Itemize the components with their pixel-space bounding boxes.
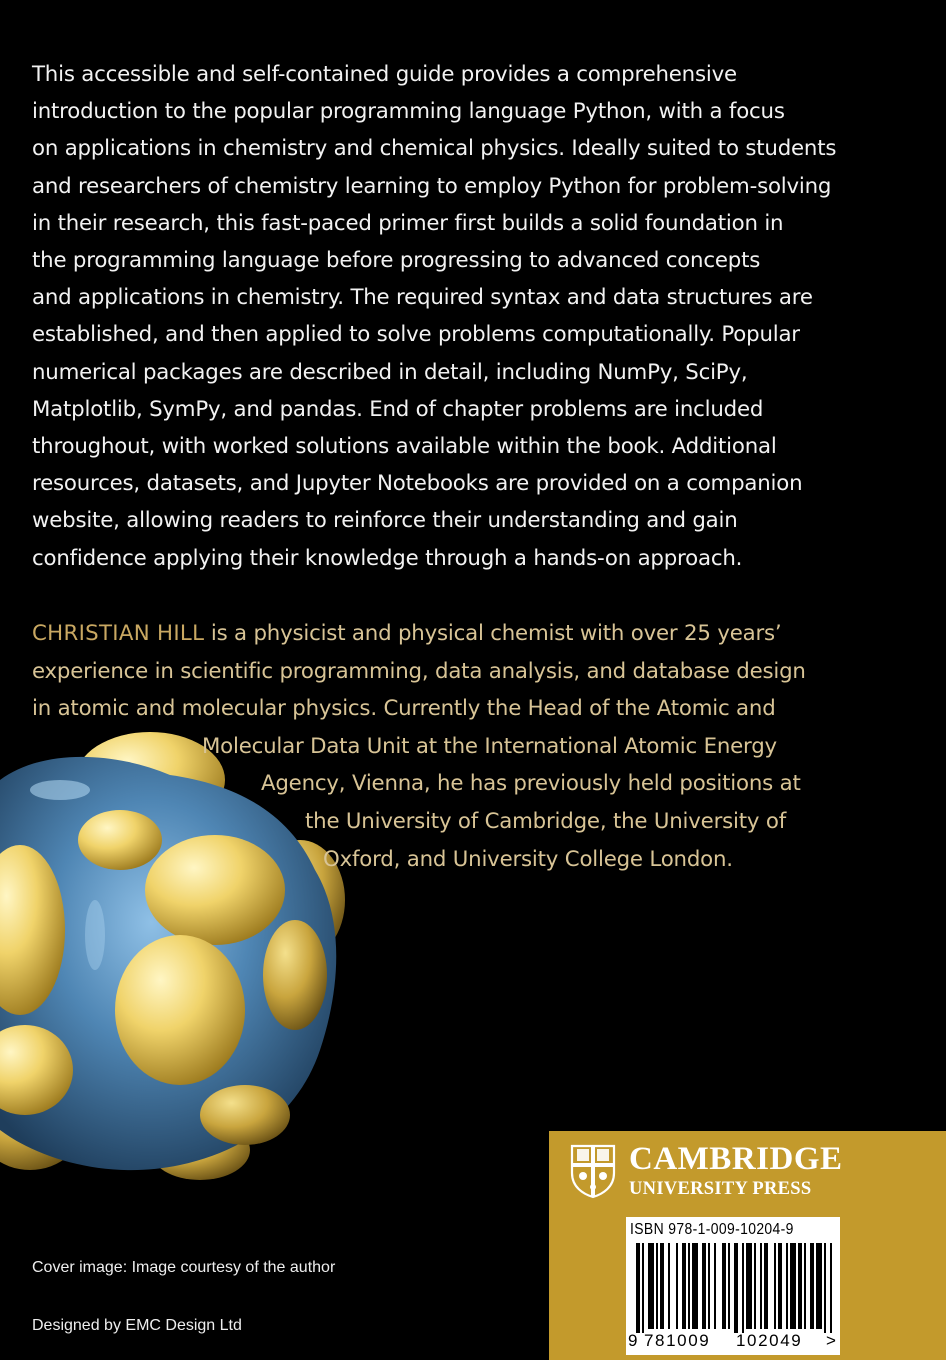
barcode-bar (714, 1243, 716, 1329)
description-line: resources, datasets, and Jupyter Notebooks are provided on a companion (32, 471, 803, 497)
barcode-bars (636, 1243, 836, 1333)
barcode-bar (824, 1243, 826, 1333)
barcode-bar (810, 1243, 814, 1329)
description-line: and researchers of chemistry learning to employ Python for problem-solving (32, 173, 832, 199)
author-bio-line (32, 615, 912, 653)
description-line: website, allowing readers to reinforce their understanding and gain (32, 508, 738, 534)
barcode-lead-digit: 9 (628, 1331, 638, 1350)
author-bio-line: the University of Cambridge, the University of (305, 808, 787, 834)
barcode-bar (790, 1243, 796, 1329)
barcode-digit-group-2: 102049 (736, 1331, 803, 1350)
barcode-bar (774, 1243, 776, 1329)
barcode-bar (734, 1243, 738, 1333)
description-line: established, and then applied to solve problems computationally. Popular (32, 322, 800, 348)
description-line: numerical packages are described in detail, including NumPy, SciPy, (32, 359, 748, 385)
barcode-bar (786, 1243, 788, 1329)
barcode-digit-group-1: 781009 (644, 1331, 711, 1350)
barcode-bar (742, 1243, 744, 1333)
barcode-bar (682, 1243, 686, 1329)
description-line: throughout, with worked solutions available within the book. Additional (32, 434, 777, 460)
barcode-end-mark: > (826, 1331, 836, 1350)
barcode-bar (778, 1243, 782, 1329)
description-text (32, 56, 922, 577)
publisher-panel (549, 1131, 946, 1360)
cover-image-credit: Cover image: Image courtesy of the author (32, 1259, 336, 1276)
barcode-bar (754, 1243, 756, 1329)
barcode-bar (660, 1243, 664, 1329)
description-line: in their research, this fast-paced primer first builds a solid foundation in (32, 210, 784, 236)
barcode-bar (642, 1243, 644, 1333)
barcode-bar (764, 1243, 768, 1329)
barcode-bar (746, 1243, 752, 1329)
barcode-bar (692, 1243, 698, 1329)
publisher-name: CAMBRIDGE (629, 1141, 843, 1177)
barcode-bar (648, 1243, 654, 1329)
publisher-subtitle: UNIVERSITY PRESS (629, 1179, 812, 1199)
barcode-bar (636, 1243, 640, 1333)
cambridge-shield-icon (569, 1143, 617, 1199)
designer-credit: Designed by EMC Design Ltd (32, 1317, 242, 1334)
author-bio-line: in atomic and molecular physics. Currently the Head of the Atomic and (32, 696, 776, 722)
barcode-bar (676, 1243, 678, 1329)
author-bio-first-line: is a physicist and physical chemist with over 25 years’ (204, 621, 782, 646)
barcode-bar (722, 1243, 726, 1329)
description-line: the programming language before progressing to advanced concepts (32, 248, 761, 274)
description-line: introduction to the popular programming language Python, with a focus (32, 99, 785, 125)
barcode-bar (656, 1243, 658, 1329)
barcode-bar (830, 1243, 832, 1333)
description-line: and applications in chemistry. The required syntax and data structures are (32, 285, 813, 311)
barcode-bar (728, 1243, 730, 1329)
barcode (626, 1217, 840, 1355)
author-bio (32, 615, 912, 878)
barcode-bar (688, 1243, 690, 1329)
barcode-bar (668, 1243, 670, 1329)
barcode-bar (804, 1243, 806, 1329)
barcode-bar (798, 1243, 802, 1329)
barcode-bar (708, 1243, 710, 1329)
description-line: Matplotlib, SymPy, and pandas. End of chapter problems are included (32, 396, 764, 422)
author-bio-line: Molecular Data Unit at the International Atomic Energy (202, 733, 777, 759)
description-line: on applications in chemistry and chemical physics. Ideally suited to students (32, 136, 837, 162)
barcode-bar (760, 1243, 762, 1329)
description-line: confidence applying their knowledge through a hands-on approach. (32, 545, 743, 571)
barcode-bar (702, 1243, 706, 1329)
isbn-label: ISBN 978-1-009-10204-9 (630, 1221, 794, 1238)
author-bio-line: experience in scientific programming, data analysis, and database design (32, 658, 806, 684)
author-name: CHRISTIAN HILL (32, 621, 205, 646)
description-line: This accessible and self-contained guide provides a comprehensive (32, 62, 737, 87)
author-bio-line: Agency, Vienna, he has previously held positions at (261, 771, 801, 797)
author-bio-line: Oxford, and University College London. (323, 846, 733, 872)
barcode-bar (816, 1243, 822, 1329)
